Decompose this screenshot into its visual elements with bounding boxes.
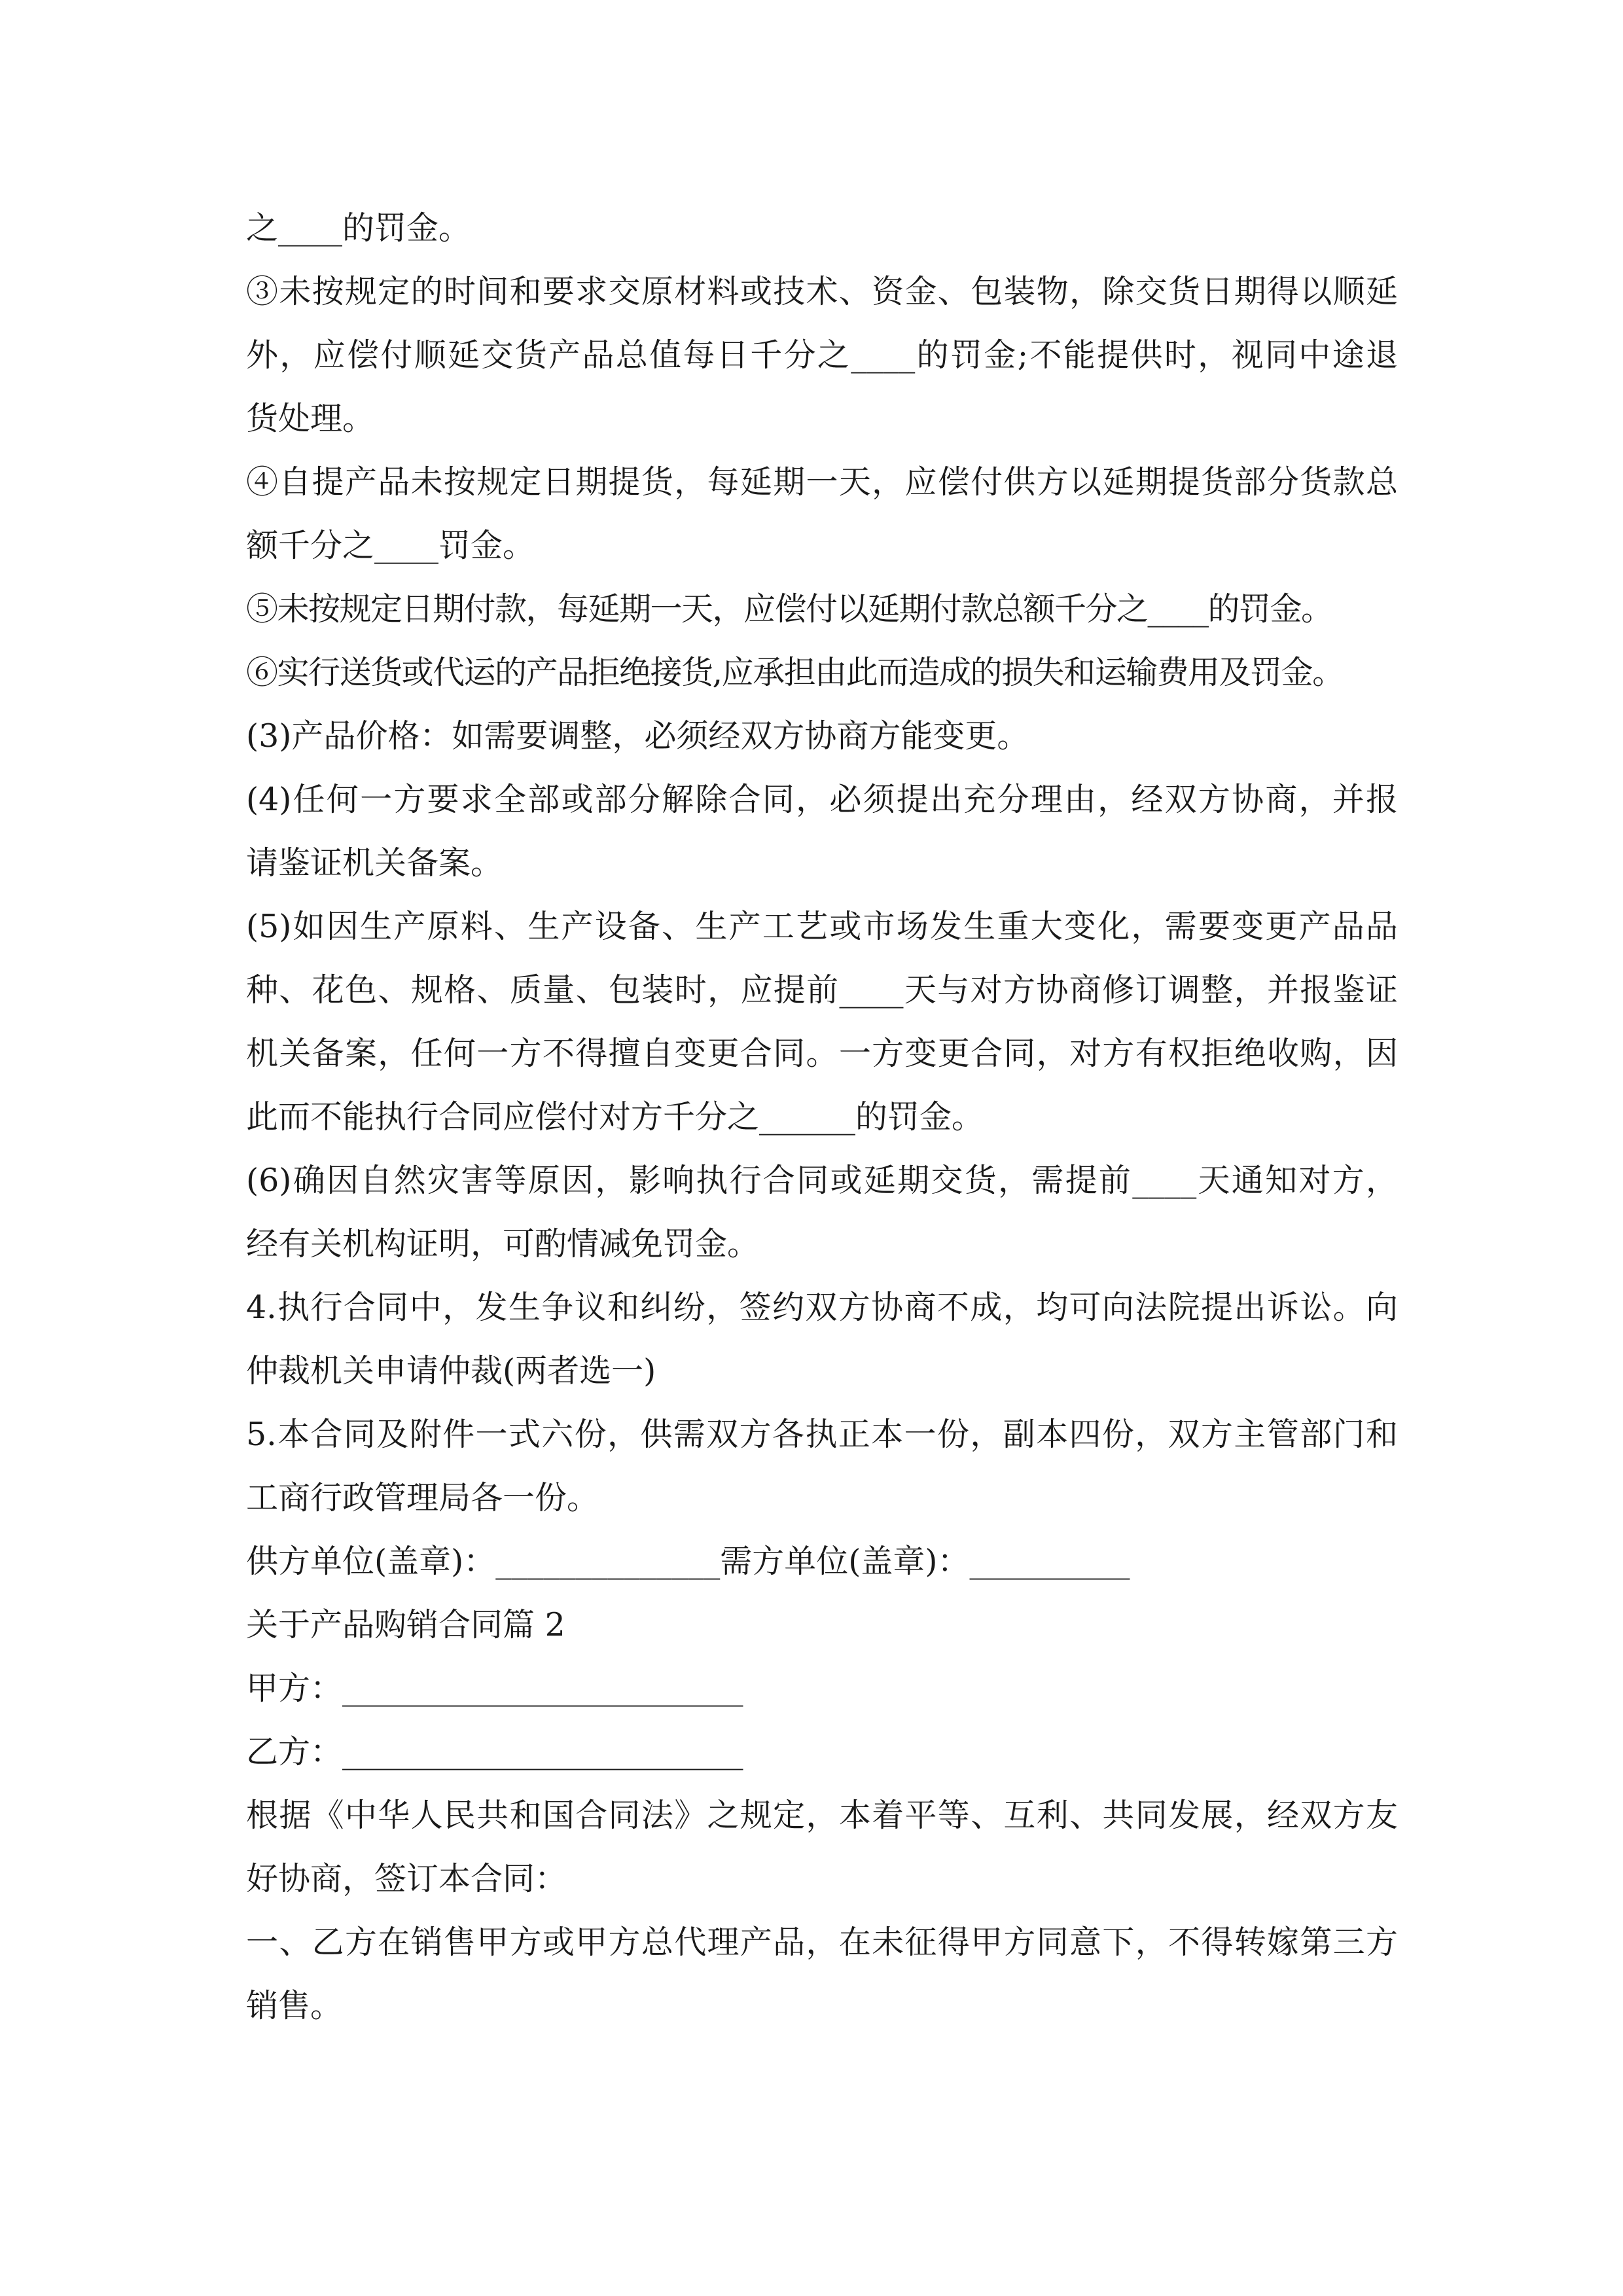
text-line: (5)如因生产原料、生产设备、生产工艺或市场发生重大变化，需要变更产品品	[246, 908, 1398, 945]
text-line: 好协商，签订本合同：	[246, 1860, 567, 1897]
document-body	[246, 196, 1398, 2037]
text-line: ⑥实行送货或代运的产品拒绝接货,应承担由此而造成的损失和运输费用及罚金。	[246, 654, 1344, 691]
text-line: 4.执行合同中，发生争议和纠纷，签约双方协商不成，均可向法院提出诉讼。向	[246, 1289, 1398, 1326]
text-line: 请鉴证机关备案。	[246, 844, 503, 882]
text-line: 根据《中华人民共和国合同法》之规定，本着平等、互利、共同发展，经双方友	[246, 1797, 1398, 1834]
text-line: 仲裁机关申请仲裁(两者选一)	[246, 1352, 656, 1390]
text-line: 销售。	[246, 1987, 343, 2024]
text-line: 种、花色、规格、质量、包装时，应提前____天与对方协商修订调整，并报鉴证	[246, 971, 1398, 1009]
text-line: 之____的罚金。	[246, 209, 471, 247]
text-line: 货处理。	[246, 400, 375, 437]
text-line: 工商行政管理局各一份。	[246, 1479, 599, 1516]
text-line: 此而不能执行合同应偿付对方千分之______的罚金。	[246, 1098, 984, 1136]
text-line: 外，应偿付顺延交货产品总值每日千分之____的罚金;不能提供时，视同中途退	[246, 336, 1398, 374]
text-line: (3)产品价格：如需要调整，必须经双方协商方能变更。	[246, 717, 1029, 755]
text-line: 经有关机构证明，可酌情减免罚金。	[246, 1225, 760, 1263]
text-line: (4)任何一方要求全部或部分解除合同，必须提出充分理由，经双方协商，并报	[246, 781, 1398, 818]
text-line: 额千分之____罚金。	[246, 527, 535, 564]
text-line: 一、乙方在销售甲方或甲方总代理产品，在未征得甲方同意下，不得转嫁第三方	[246, 1924, 1398, 1961]
party-b-line: 乙方：_________________________	[246, 1733, 743, 1770]
text-line: ⑤未按规定日期付款，每延期一天，应偿付以延期付款总额千分之____的罚金。	[246, 590, 1332, 628]
party-a-line: 甲方：_________________________	[246, 1670, 743, 1707]
text-line: ③未按规定的时间和要求交原材料或技术、资金、包装物，除交货日期得以顺延	[246, 273, 1398, 310]
text-line: (6)确因自然灾害等原因，影响执行合同或延期交货，需提前____天通知对方，	[246, 1162, 1398, 1199]
text-line: 5.本合同及附件一式六份，供需双方各执正本一份，副本四份，双方主管部门和	[246, 1416, 1398, 1453]
text-line: 机关备案，任何一方不得擅自变更合同。一方变更合同，对方有权拒绝收购，因	[246, 1035, 1398, 1072]
text-line: ④自提产品未按规定日期提货，每延期一天，应偿付供方以延期提货部分货款总	[246, 463, 1398, 501]
section-heading: 关于产品购销合同篇 2	[246, 1606, 565, 1643]
signature-line: 供方单位(盖章)：______________需方单位(盖章)：__________	[246, 1543, 1130, 1580]
